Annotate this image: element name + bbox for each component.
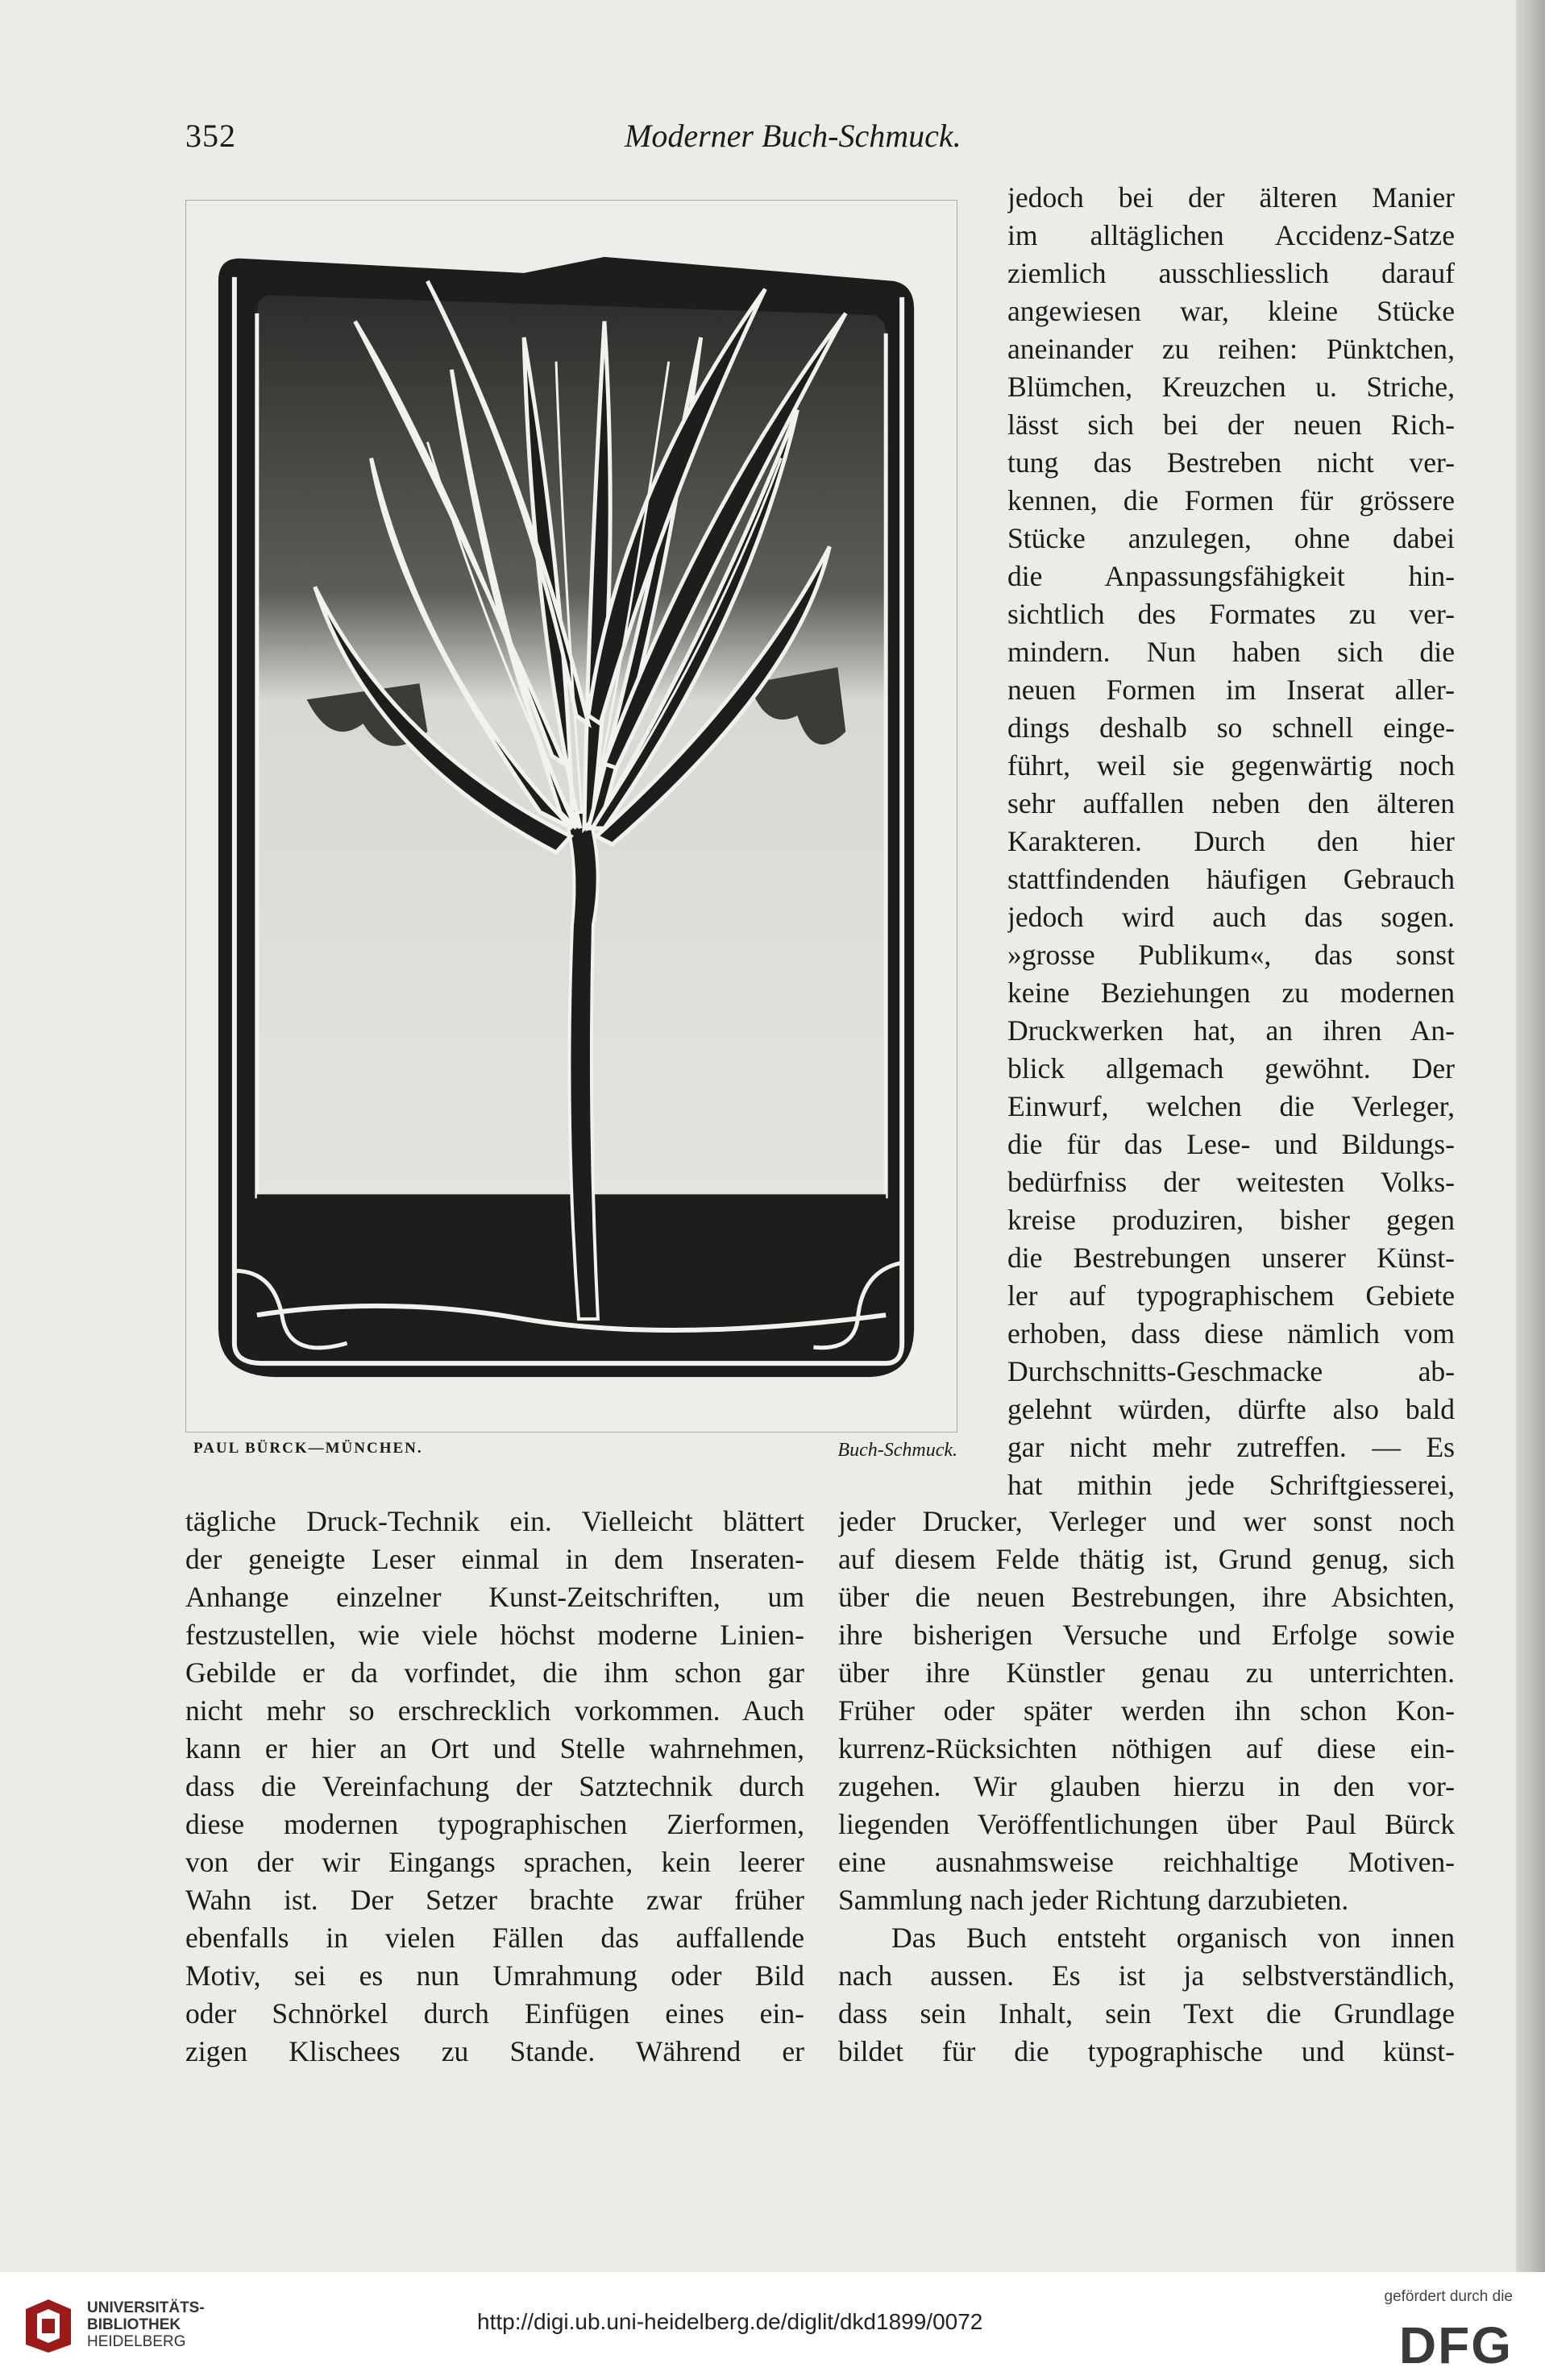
university-library-logo-icon [24,2298,73,2354]
text-column-left-bottom [185,1503,804,2071]
text-line: nach aussen. Es ist ja selbstverständlich, [838,1959,1455,1992]
text-line: der geneigte Leser einmal in dem Inseraten- [185,1543,804,1575]
text-line: zugehen. Wir glauben hierzu in den vor- [838,1770,1455,1802]
text-line: liegenden Veröffentlichungen über Paul Bürck [838,1808,1455,1840]
text-line: bildet für die typographische und künst- [838,2035,1455,2067]
text-line: eine ausnahmsweise reichhaltige Motiven- [838,1846,1455,1878]
text-line: dass die Vereinfachung der Satztechnik durch [185,1770,804,1802]
text-line: sehr auffallen neben den älteren [1007,787,1455,819]
text-line: von der wir Eingangs sprachen, kein leerer [185,1846,804,1878]
text-line: Stücke anzulegen, ohne dabei [1007,522,1455,554]
text-line: ebenfalls in vielen Fällen das auffallende [185,1922,804,1954]
tree-ornament-illustration [186,201,957,1432]
text-line: gar nicht mehr zutreffen. — Es [1007,1431,1455,1463]
text-line: Früher oder später werden ihn schon Kon- [838,1694,1455,1727]
text-line: kann er hier an Ort und Stelle wahrnehmen, [185,1732,804,1764]
page-number: 352 [185,118,236,154]
text-line: gelehnt würden, dürfte also bald [1007,1393,1455,1425]
text-line: aneinander zu reihen: Pünktchen, [1007,333,1455,365]
text-line: kennen, die Formen für grössere [1007,484,1455,516]
text-line: ler auf typographischem Gebiete [1007,1279,1455,1312]
digitization-footer [0,2272,1545,2380]
text-line: kurrenz-Rücksichten nöthigen auf diese ein- [838,1732,1455,1764]
text-line: kreise produziren, bisher gegen [1007,1204,1455,1236]
text-line: jedoch wird auch das sogen. [1007,901,1455,933]
text-line: ihre bisherigen Versuche und Erfolge sowie [838,1619,1455,1651]
text-column-right-top [1007,179,1455,1504]
text-line: Einwurf, welchen die Verleger, [1007,1090,1455,1122]
text-line: zigen Klischees zu Stande. Während er [185,2035,804,2067]
text-line: nicht mehr so erschrecklich vorkommen. Auch [185,1694,804,1727]
text-line: über die neuen Bestrebungen, ihre Absichten, [838,1581,1455,1613]
text-line: Das Buch entsteht organisch von innen [891,1922,1455,1954]
library-name-line: UNIVERSITÄTS- [87,2299,205,2316]
text-line: Wahn ist. Der Setzer brachte zwar früher [185,1884,804,1916]
text-line: dings deshalb so schnell einge- [1007,711,1455,744]
text-line: neuen Formen im Inserat aller- [1007,674,1455,706]
text-line: ziemlich ausschliesslich darauf [1007,257,1455,289]
text-line: Druckwerken hat, an ihren An- [1007,1014,1455,1047]
text-line: sichtlich des Formates zu ver- [1007,598,1455,630]
text-line: hat mithin jede Schriftgiesserei, [1007,1469,1455,1501]
library-name-line: BIBLIOTHEK [87,2316,181,2333]
text-line: Gebilde er da vorfindet, die ihm schon gar [185,1656,804,1689]
text-line: Karakteren. Durch den hier [1007,825,1455,857]
text-line: erhoben, dass diese nämlich vom [1007,1317,1455,1350]
text-line: dass sein Inhalt, sein Text die Grundlage [838,1997,1455,2030]
text-line: festzustellen, wie viele höchst moderne Linien- [185,1619,804,1651]
text-line: diese modernen typographischen Zierformen, [185,1808,804,1840]
text-line: oder Schnörkel durch Einfügen eines ein- [185,1997,804,2030]
text-line: die Bestrebungen unserer Künst- [1007,1242,1455,1274]
caption-artist: PAUL BÜRCK—MÜNCHEN. [193,1440,423,1457]
text-line: blick allgemach gewöhnt. Der [1007,1052,1455,1084]
text-line: im alltäglichen Accidenz-Satze [1007,219,1455,251]
text-line: die Anpassungsfähigkeit hin- [1007,560,1455,592]
running-title: Moderner Buch-Schmuck. [625,118,961,154]
library-name [87,2299,205,2350]
ornament-plate [185,200,957,1433]
caption-subject: Buch-Schmuck. [837,1440,957,1461]
text-line: tung das Bestreben nicht ver- [1007,446,1455,479]
text-line: über ihre Künstler genau zu unterrichten. [838,1656,1455,1689]
text-line: Anhange einzelner Kunst-Zeitschriften, um [185,1581,804,1613]
text-line: jeder Drucker, Verleger und wer sonst noch [838,1505,1455,1537]
text-line: lässt sich bei der neuen Rich- [1007,408,1455,441]
text-line: keine Beziehungen zu modernen [1007,976,1455,1009]
library-name-line: HEIDELBERG [87,2333,186,2350]
text-line: angewiesen war, kleine Stücke [1007,295,1455,327]
text-line: mindern. Nun haben sich die [1007,636,1455,668]
page-header [185,117,1459,165]
text-line: die für das Lese- und Bildungs- [1007,1128,1455,1160]
sponsor-label: gefördert durch die [1384,2288,1513,2305]
text-line: tägliche Druck-Technik ein. Vielleicht blättert [185,1505,804,1537]
text-line: führt, weil sie gegenwärtig noch [1007,749,1455,782]
text-column-right-bottom [838,1503,1455,2071]
text-line: stattfindenden häufigen Gebrauch [1007,863,1455,895]
text-line: Durchschnitts-Geschmacke ab- [1007,1355,1455,1387]
text-line: auf diesem Felde thätig ist, Grund genug, sich [838,1543,1455,1575]
permalink-url[interactable]: http://digi.ub.uni-heidelberg.de/diglit/dkd1899/0072 [477,2309,983,2334]
text-line: jedoch bei der älteren Manier [1007,181,1455,214]
text-line: »grosse Publikum«, das sonst [1007,939,1455,971]
text-line: Sammlung nach jeder Richtung darzubieten. [838,1884,1349,1916]
figure-caption [185,1440,957,1472]
text-line: Blümchen, Kreuzchen u. Striche, [1007,371,1455,403]
page-edge [1516,0,1545,2272]
dfg-logo: DFG [1398,2316,1513,2374]
text-line: bedürfniss der weitesten Volks- [1007,1166,1455,1198]
text-line: Motiv, sei es nun Umrahmung oder Bild [185,1959,804,1992]
